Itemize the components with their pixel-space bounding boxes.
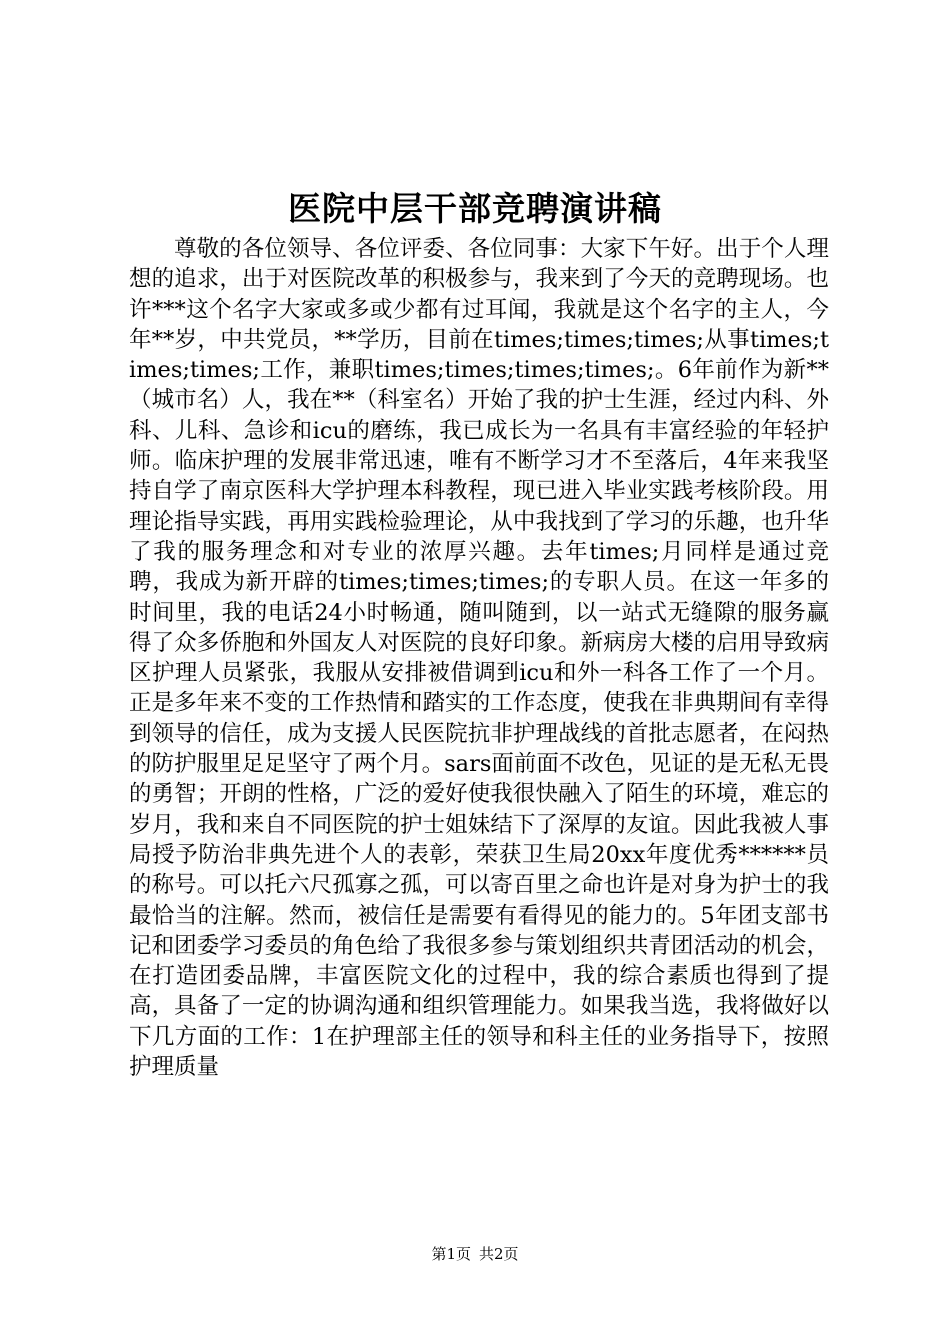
page-number: 第1页: [431, 1245, 471, 1263]
document-title: 医院中层干部竞聘演讲稿: [288, 189, 662, 228]
page-footer: [0, 1244, 950, 1264]
document-body: 尊敬的各位领导、各位评委、各位同事：大家下午好。出于个人理想的追求，出于对医院改革的积极参与，我来到了今天的竞聘现场。也许***这个名字大家或多或少都有过耳闻，我就是这个名字的主人，今年**岁，中共党员，**学历，目前在times;times;times;从事times;times;times;工作，兼职times;times;times;times;。6年前作为新**（城市名）人，我在**（科室名）开始了我的护士生涯，经过内科、外科、儿科、急诊和icu的磨练，我已成长为一名具有丰富经验的年轻护师。临床护理的发展非常迅速，唯有不断学习才不至落后，4年来我坚持自学了南京医科大学护理本科教程，现已进入毕业实践考核阶段。用理论指导实践，再用实践检验理论，从中我找到了学习的乐趣，也升华了我的服务理念和对专业的浓厚兴趣。去年times;月同样是通过竞聘，我成为新开辟的times;times;times;的专职人员。在这一年多的时间里，我的电话24小时畅通，随叫随到，以一站式无缝隙的服务赢得了众多侨胞和外国友人对医院的良好印象。新病房大楼的启用导致病区护理人员紧张，我服从安排被借调到icu和外一科各工作了一个月。正是多年来不变的工作热情和踏实的工作态度，使我在非典期间有幸得到领导的信任，成为支援人民医院抗非护理战线的首批志愿者，在闷热的防护服里足足坚守了两个月。sars面前面不改色，见证的是无私无畏的勇智；开朗的性格，广泛的爱好使我很快融入了陌生的环境，难忘的岁月，我和来自不同医院的护士姐妹结下了深厚的友谊。因此我被人事局授予防治非典先进个人的表彰，荣获卫生局20xx年度优秀******员的称号。可以托六尺孤寡之孤，可以寄百里之命也许是对身为护士的我最恰当的注解。然而，被信任是需要有看得见的能力的。5年团支部书记和团委学习委员的角色给了我很多参与策划组织共青团活动的机会，在打造团委品牌，丰富医院文化的过程中，我的综合素质也得到了提高，具备了一定的协调沟通和组织管理能力。如果我当选，我将做好以下几方面的工作：1在护理部主任的领导和科主任的业务指导下，按照护理质量: [129, 236, 829, 1081]
page-total: 共2页: [479, 1245, 519, 1263]
